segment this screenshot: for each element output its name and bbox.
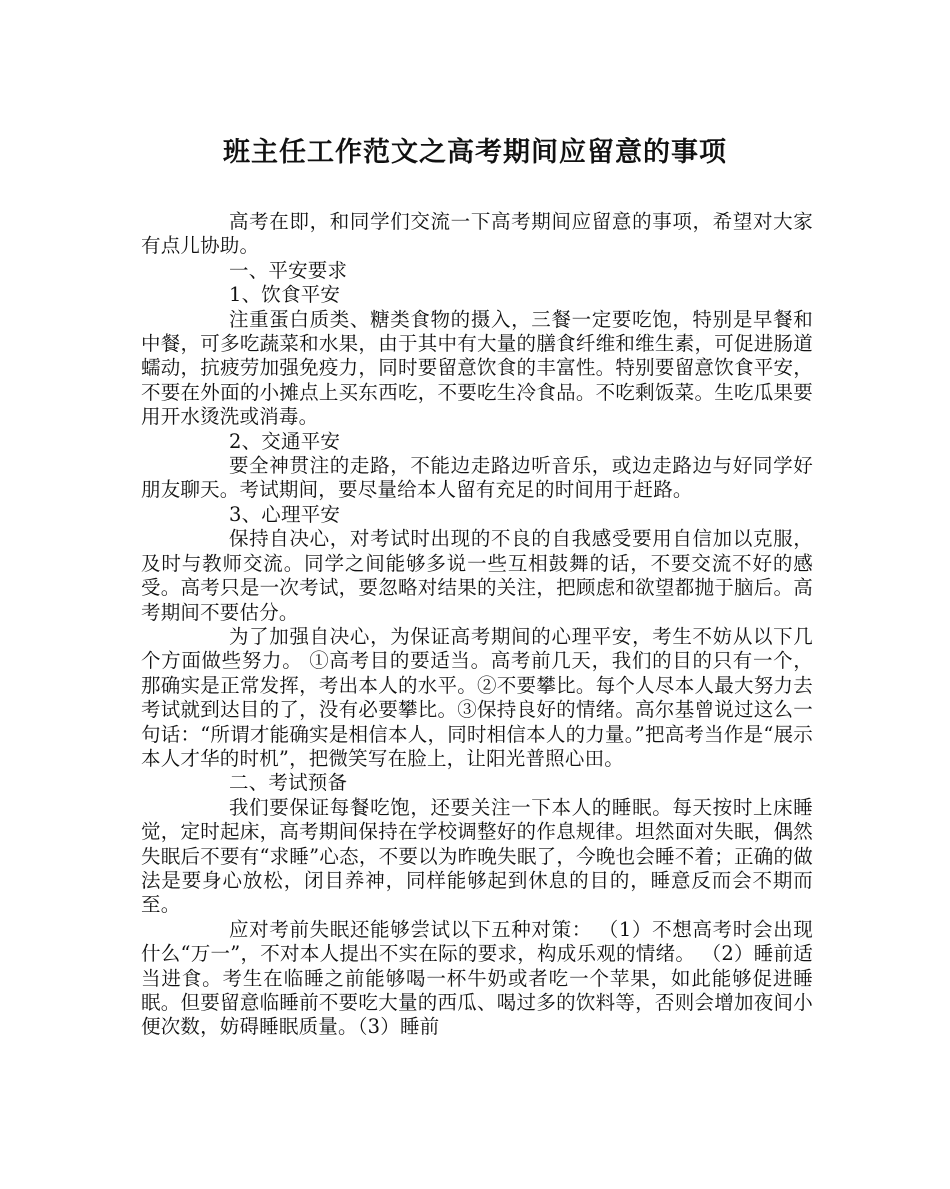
- subheading-mental-safety: 3、心理平安: [229, 502, 341, 526]
- subheading-food-safety: 1、饮食平安: [229, 283, 341, 307]
- paragraph-food-safety: 注重蛋白质类、糖类食物的摄入，三餐一定要吃饱，特别是早餐和中餐，可多吃蔬菜和水果，由于其中有大量的膳食纤维和维生素，可促进肠道蠕动，抗疲劳加强免疫力，同时要留意饮食的丰富性。特别要留意饮食平安，不要在外面的小摊点上买东西吃，不要吃生冷食品。不吃剩饭菜。生吃瓜果要用开水烫洗或消毒。: [141, 307, 813, 429]
- heading-exam-preparation: 二、考试预备: [229, 771, 348, 795]
- document-body: [141, 210, 813, 1040]
- subheading-traffic-safety: 2、交通平安: [229, 429, 341, 453]
- document-title: 班主任工作范文之高考期间应留意的事项: [223, 137, 727, 168]
- paragraph-traffic-safety: 要全神贯注的走路，不能边走路边听音乐，或边走路边与好同学好朋友聊天。考试期间，要尽量给本人留有充足的时间用于赶路。: [141, 454, 813, 502]
- paragraph-sleep: 我们要保证每餐吃饱，还要关注一下本人的睡眠。每天按时上床睡觉，定时起床，高考期间保持在学校调整好的作息规律。坦然面对失眠，偶然失眠后不要有“求睡”心态，不要以为昨晚失眠了，今晚也会睡不着；正确的做法是要身心放松，闭目养神，同样能够起到休息的目的，睡意反而会不期而至。: [141, 795, 813, 917]
- paragraph-mental-safety: 保持自决心，对考试时出现的不良的自我感受要用自信加以克服，及时与教师交流。同学之间能够多说一些互相鼓舞的话，不要交流不好的感受。高考只是一次考试，要忽略对结果的关注，把顾虑和欲望都抛于脑后。高考期间不要估分。: [141, 527, 813, 624]
- paragraph-confidence: 为了加强自决心，为保证高考期间的心理平安，考生不妨从以下几个方面做些努力。 ①高考目的要适当。高考前几天，我们的目的只有一个，那确实是正常发挥，考出本人的水平。②不要攀比。每个人尽本人最大努力去考试就到达目的了，没有必要攀比。③保持良好的情绪。高尔基曾说过这么一句话：“所谓才能确实是相信本人，同时相信本人的力量。”把高考当作是“展示本人才华的时机”，把微笑写在脸上，让阳光普照心田。: [141, 624, 813, 770]
- paragraph-intro: 高考在即，和同学们交流一下高考期间应留意的事项，希望对大家有点儿协助。: [141, 210, 813, 258]
- heading-safety-requirements: 一、平安要求: [229, 258, 348, 282]
- paragraph-insomnia-strategies: 应对考前失眠还能够尝试以下五种对策： （1）不想高考时会出现什么“万一”，不对本人提出不实在际的要求，构成乐观的情绪。 （2）睡前适当进食。考生在临睡之前能够喝一杯牛奶或者吃一个苹果，如此能够促进睡眠。但要留意临睡前不要吃大量的西瓜、喝过多的饮料等，否则会增加夜间小便次数，妨碍睡眠质量。（3）睡前: [141, 917, 813, 1039]
